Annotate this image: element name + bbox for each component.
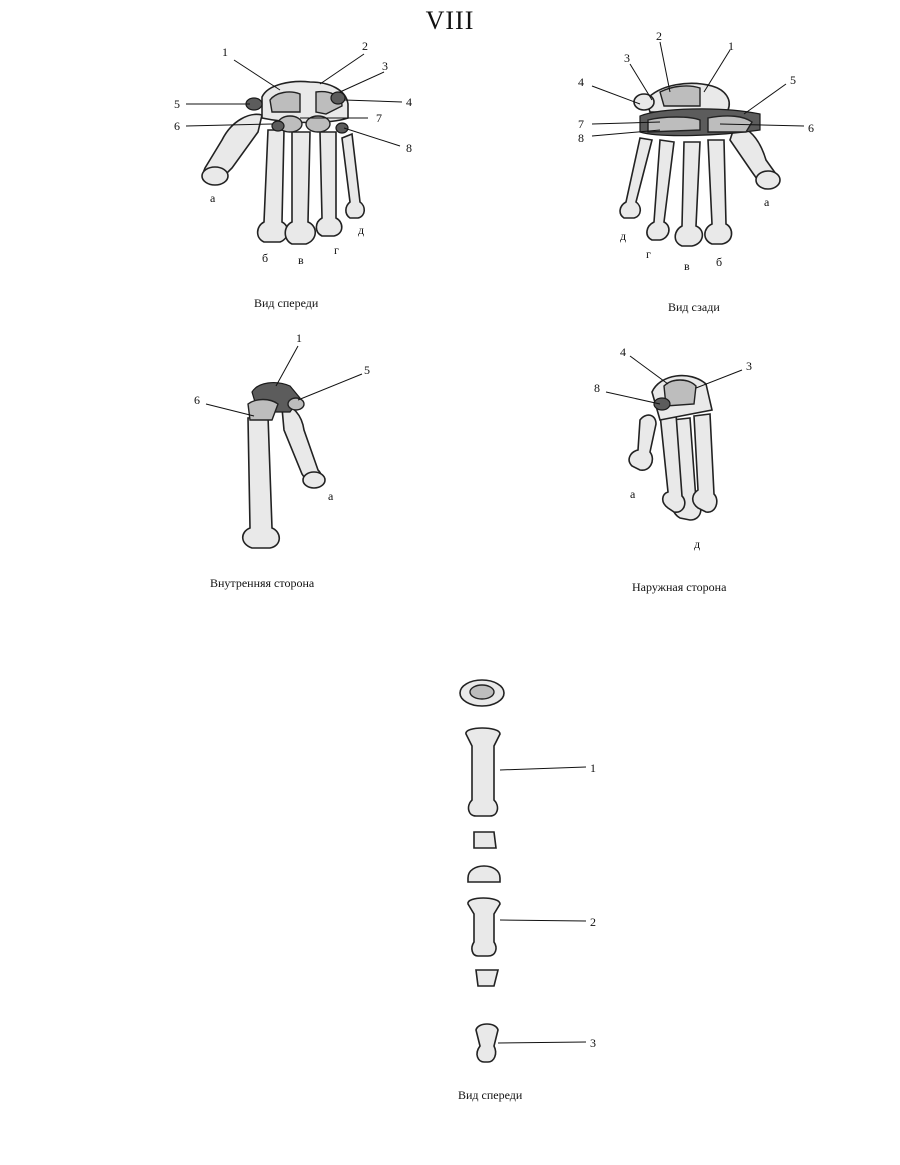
- phalanx-label-1: 1: [590, 761, 596, 775]
- front-label-6: 6: [174, 119, 180, 133]
- back-caption: Вид сзади: [668, 300, 720, 314]
- inner-label-a: а: [328, 489, 334, 503]
- front-label-5: 5: [174, 97, 180, 111]
- back-label-6: 6: [808, 121, 814, 135]
- outer-label-8: 8: [594, 381, 600, 395]
- back-label-5: 5: [790, 73, 796, 87]
- back-label-4: 4: [578, 75, 584, 89]
- back-label-1: 1: [728, 39, 734, 53]
- inner-caption: Внутренняя сторона: [210, 576, 315, 590]
- back-label-7: 7: [578, 117, 584, 131]
- front-label-3: 3: [382, 59, 388, 73]
- back-label-d: д: [620, 229, 627, 243]
- inner-side-illustration: [206, 346, 362, 548]
- inner-label-6: 6: [194, 393, 200, 407]
- back-view-illustration: [592, 39, 804, 246]
- back-label-g: г: [646, 247, 651, 261]
- back-label-3: 3: [624, 51, 630, 65]
- front-label-2: 2: [362, 39, 368, 53]
- front-label-1: 1: [222, 45, 228, 59]
- front-label-d: д: [358, 223, 365, 237]
- outer-label-3: 3: [746, 359, 752, 373]
- inner-label-5: 5: [364, 363, 370, 377]
- front-view-illustration: [186, 54, 402, 244]
- outer-label-d: д: [694, 537, 701, 551]
- front-label-g: г: [334, 243, 339, 257]
- inner-label-1: 1: [296, 331, 302, 345]
- phalanges-caption: Вид спереди: [458, 1088, 523, 1102]
- back-label-8: 8: [578, 131, 584, 145]
- phalanx-label-2: 2: [590, 915, 596, 929]
- front-caption: Вид спереди: [254, 296, 319, 310]
- front-label-a: а: [210, 191, 216, 205]
- front-label-4: 4: [406, 95, 412, 109]
- outer-caption: Наружная сторона: [632, 580, 727, 594]
- outer-label-4: 4: [620, 345, 626, 359]
- outer-label-a: а: [630, 487, 636, 501]
- outer-side-illustration: [606, 356, 742, 520]
- front-label-8: 8: [406, 141, 412, 155]
- phalanges-illustration: [460, 680, 586, 1062]
- front-label-b: б: [262, 251, 269, 265]
- phalanx-label-3: 3: [590, 1036, 596, 1050]
- front-label-v: в: [298, 253, 304, 267]
- back-label-2: 2: [656, 29, 662, 43]
- back-label-a: а: [764, 195, 770, 209]
- front-label-7: 7: [376, 111, 382, 125]
- back-label-b: б: [716, 255, 723, 269]
- plate-title: VIII: [425, 6, 475, 35]
- back-label-v: в: [684, 259, 690, 273]
